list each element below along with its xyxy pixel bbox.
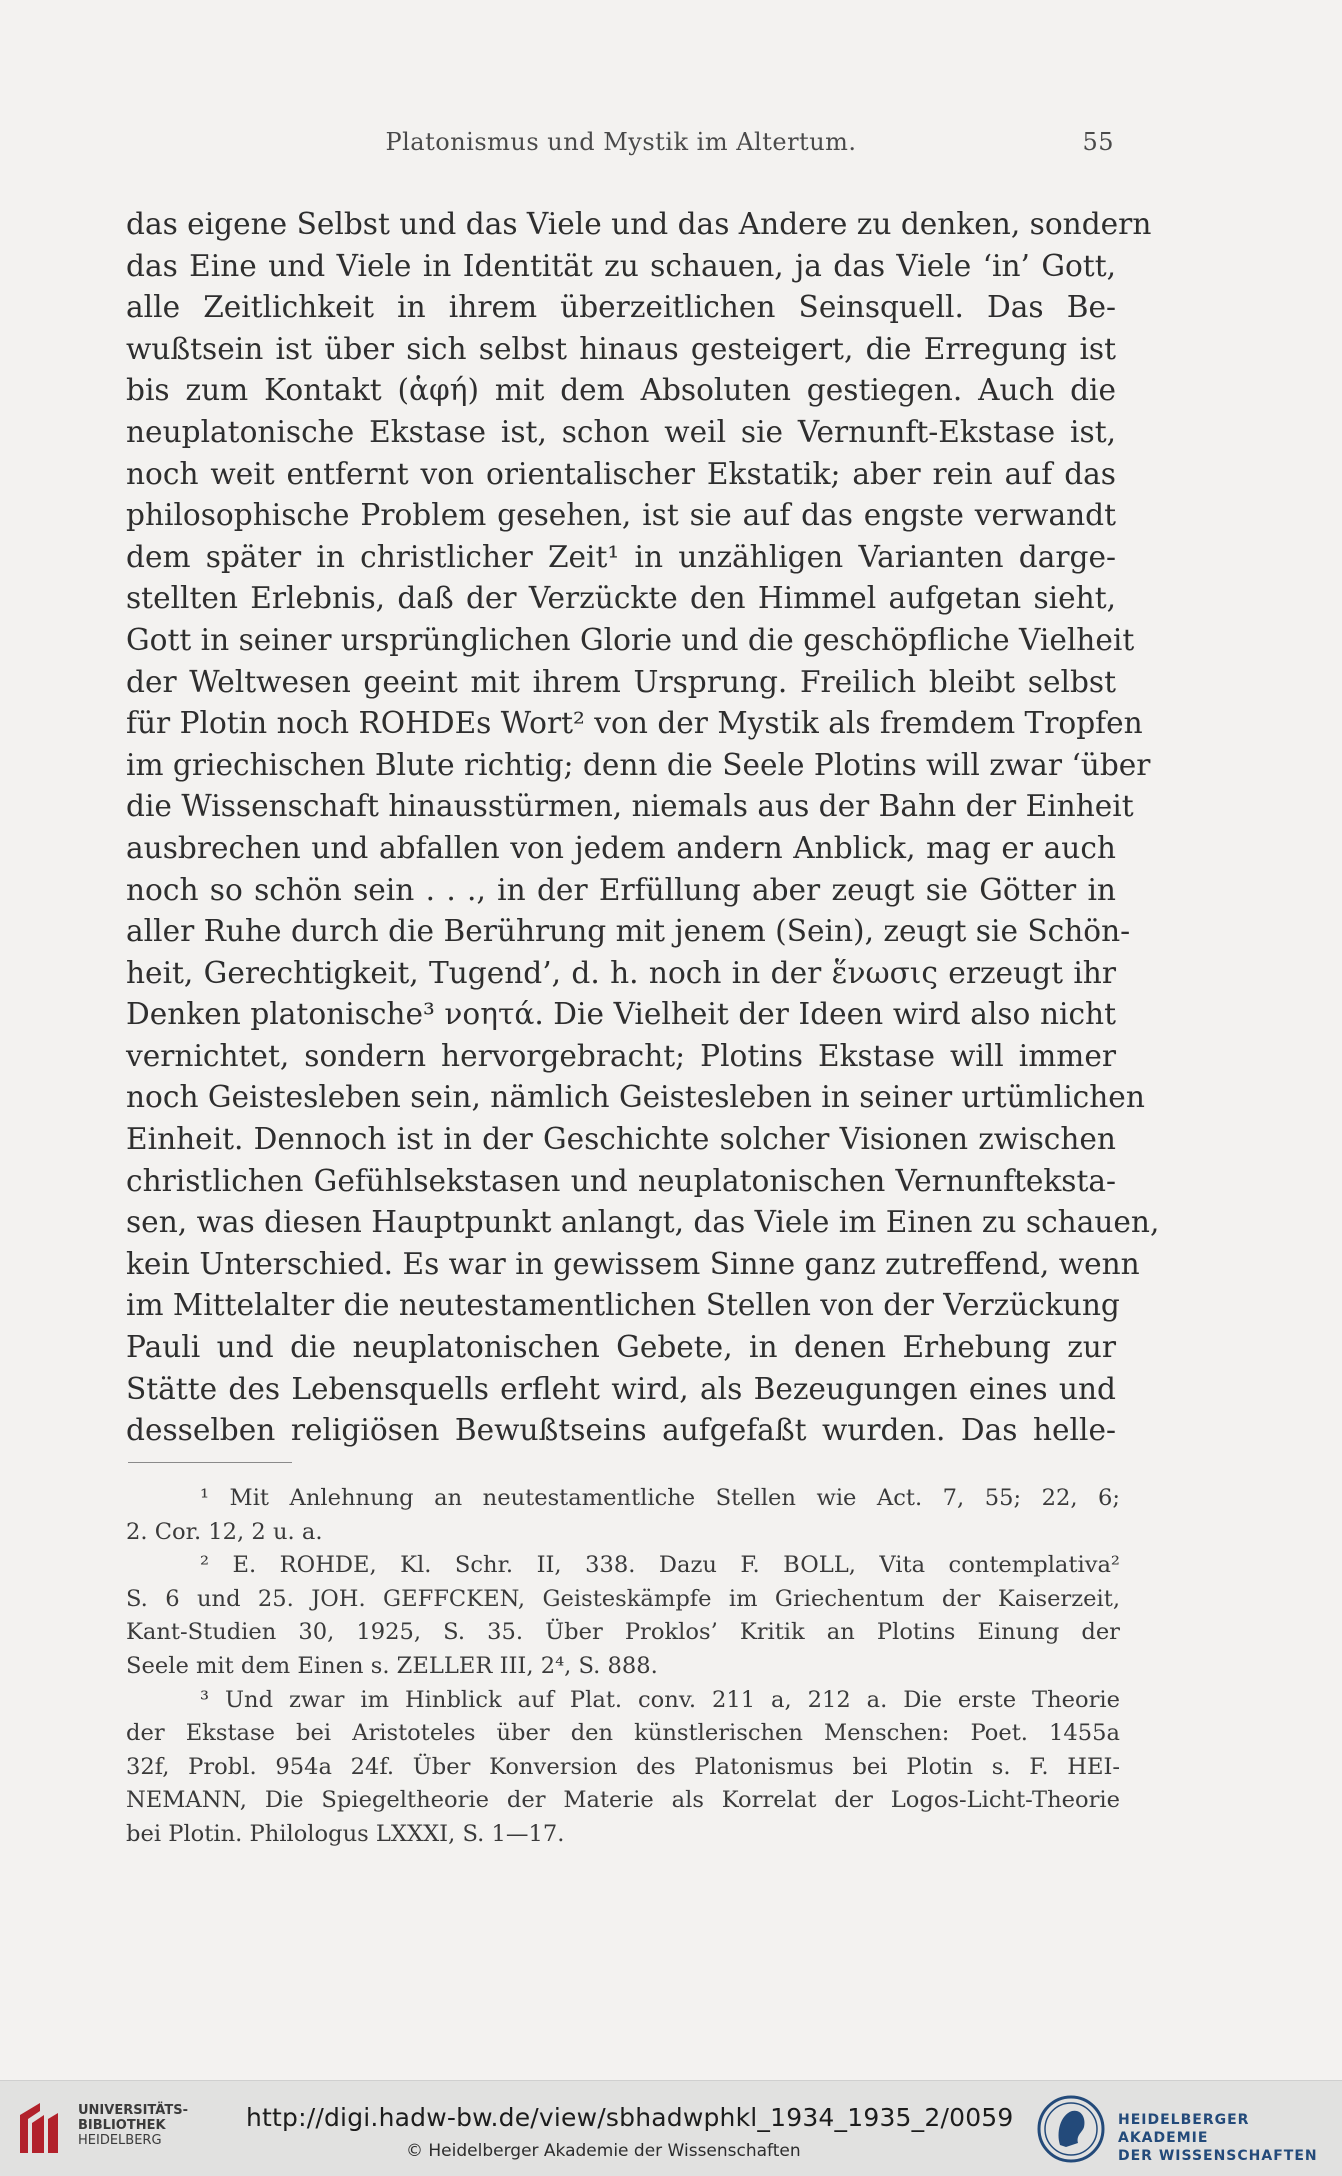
text-line: sen, was diesen Hauptpunkt anlangt, das Viele im Einen zu schauen, bbox=[126, 1205, 1160, 1240]
text-line: vernichtet, sondern hervorgebracht; Plotins Ekstase will immer bbox=[126, 1038, 1116, 1073]
text-line: die Wissenschaft hinausstürmen, niemals aus der Bahn der Einheit bbox=[126, 789, 1134, 824]
text-line: wußtsein ist über sich selbst hinaus gesteigert, die Erregung ist bbox=[126, 331, 1116, 366]
text-line: noch so schön sein . . ., in der Erfüllung aber zeugt sie Götter in bbox=[126, 872, 1116, 907]
page-number: 55 bbox=[1082, 128, 1114, 156]
text-line: aller Ruhe durch die Berührung mit jenem (Sein), zeugt sie Schön- bbox=[126, 914, 1131, 949]
running-header bbox=[128, 124, 1114, 160]
text-line: neuplatonische Ekstase ist, schon weil sie Vernunft-Ekstase ist, bbox=[126, 414, 1116, 449]
footnote-line: Kant-Studien 30, 1925, S. 35. Über Proklos’ Kritik an Plotins Einung der bbox=[126, 1619, 1120, 1646]
text-line: stellten Erlebnis, daß der Verzückte den Himmel aufgetan sieht, bbox=[126, 581, 1116, 616]
academy-seal-icon bbox=[1036, 2093, 1106, 2165]
academy-name: HEIDELBERGER AKADEMIE DER WISSENSCHAFTEN bbox=[1118, 2112, 1318, 2164]
text-line: der Weltwesen geeint mit ihrem Ursprung. Freilich bleibt selbst bbox=[126, 664, 1116, 699]
running-title: Platonismus und Mystik im Altertum. bbox=[385, 128, 857, 156]
text-line: noch weit entfernt von orientalischer Ekstatik; aber rein auf das bbox=[126, 456, 1116, 491]
text-line: philosophische Problem gesehen, ist sie auf das engste verwandt bbox=[126, 498, 1116, 533]
footnote-line: 32f, Probl. 954a 24f. Über Konversion des Platonismus bei Plotin s. F. HEI- bbox=[126, 1753, 1120, 1780]
text-line: christlichen Gefühlsekstasen und neuplatonischen Vernunfteksta- bbox=[126, 1163, 1116, 1198]
text-line: Einheit. Dennoch ist in der Geschichte solcher Visionen zwischen bbox=[126, 1122, 1116, 1157]
permalink-url[interactable]: http://digi.hadw-bw.de/view/sbhadwphkl_1934_1935_2/0059 bbox=[246, 2103, 1014, 2132]
copyright-notice: © Heidelberger Akademie der Wissenschaften bbox=[406, 2141, 801, 2161]
footnotes bbox=[126, 1482, 1120, 1852]
footnote-line: ¹ Mit Anlehnung an neutestamentliche Stellen wie Act. 7, 55; 22, 6; bbox=[200, 1485, 1120, 1511]
footnote-line: Seele mit dem Einen s. ZELLER III, 2⁴, S. 888. bbox=[126, 1652, 658, 1679]
university-library-logo-icon bbox=[14, 2099, 66, 2159]
text-line: dem später in christlicher Zeit¹ in unzähligen Varianten darge- bbox=[126, 539, 1116, 574]
text-line: desselben religiösen Bewußtseins aufgefaßt wurden. Das helle- bbox=[126, 1413, 1116, 1448]
text-line: Stätte des Lebensquells erfleht wird, als Bezeugungen eines und bbox=[126, 1371, 1116, 1406]
footnote-separator bbox=[128, 1462, 292, 1463]
text-line: für Plotin noch ROHDEs Wort² von der Mystik als fremdem Tropfen bbox=[126, 706, 1143, 741]
text-line: Gott in seiner ursprünglichen Glorie und die geschöpfliche Vielheit bbox=[126, 622, 1135, 657]
footnote-line: ² E. ROHDE, Kl. Schr. II, 338. Dazu F. BOLL, Vita contemplativa² bbox=[200, 1552, 1120, 1579]
text-line: alle Zeitlichkeit in ihrem überzeitlichen Seinsquell. Das Be- bbox=[126, 290, 1116, 325]
footnote-line: 2. Cor. 12, 2 u. a. bbox=[126, 1518, 323, 1545]
text-line: noch Geistesleben sein, nämlich Geistesleben in seiner urtümlichen bbox=[126, 1080, 1145, 1115]
text-line: Pauli und die neuplatonischen Gebete, in denen Erhebung zur bbox=[126, 1330, 1116, 1365]
text-line: heit, Gerechtigkeit, Tugend’, d. h. noch in der ἕνωσις erzeugt ihr bbox=[126, 955, 1116, 990]
viewer-footer bbox=[0, 2080, 1342, 2176]
footnote-line: der Ekstase bei Aristoteles über den künstlerischen Menschen: Poet. 1455a bbox=[126, 1720, 1120, 1747]
main-text bbox=[126, 204, 1160, 1452]
footnote-line: bei Plotin. Philologus LXXXI, S. 1—17. bbox=[126, 1820, 565, 1847]
university-library-name: UNIVERSITÄTS- BIBLIOTHEK HEIDELBERG bbox=[78, 2103, 188, 2148]
text-line: das Eine und Viele in Identität zu schauen, ja das Viele ‘in’ Gott, bbox=[126, 248, 1116, 283]
text-line: kein Unterschied. Es war in gewissem Sinne ganz zutreffend, wenn bbox=[126, 1246, 1140, 1281]
footnote-line: S. 6 und 25. JOH. GEFFCKEN, Geisteskämpfe im Griechentum der Kaiserzeit, bbox=[126, 1585, 1120, 1612]
text-line: im Mittelalter die neutestamentlichen Stellen von der Verzückung bbox=[126, 1288, 1120, 1323]
text-line: Denken platonische³ νοητά. Die Vielheit der Ideen wird also nicht bbox=[126, 997, 1116, 1032]
text-line: im griechischen Blute richtig; denn die Seele Plotins will zwar ‘über bbox=[126, 747, 1151, 782]
footnote-line: NEMANN, Die Spiegeltheorie der Materie als Korrelat der Logos-Licht-Theorie bbox=[126, 1787, 1120, 1814]
footnote-line: ³ Und zwar im Hinblick auf Plat. conv. 211 a, 212 a. Die erste Theorie bbox=[200, 1686, 1120, 1713]
text-line: bis zum Kontakt (ἁφή) mit dem Absoluten gestiegen. Auch die bbox=[126, 373, 1116, 408]
text-line: das eigene Selbst und das Viele und das Andere zu denken, sondern bbox=[126, 207, 1152, 241]
text-line: ausbrechen und abfallen von jedem andern Anblick, mag er auch bbox=[126, 830, 1116, 865]
